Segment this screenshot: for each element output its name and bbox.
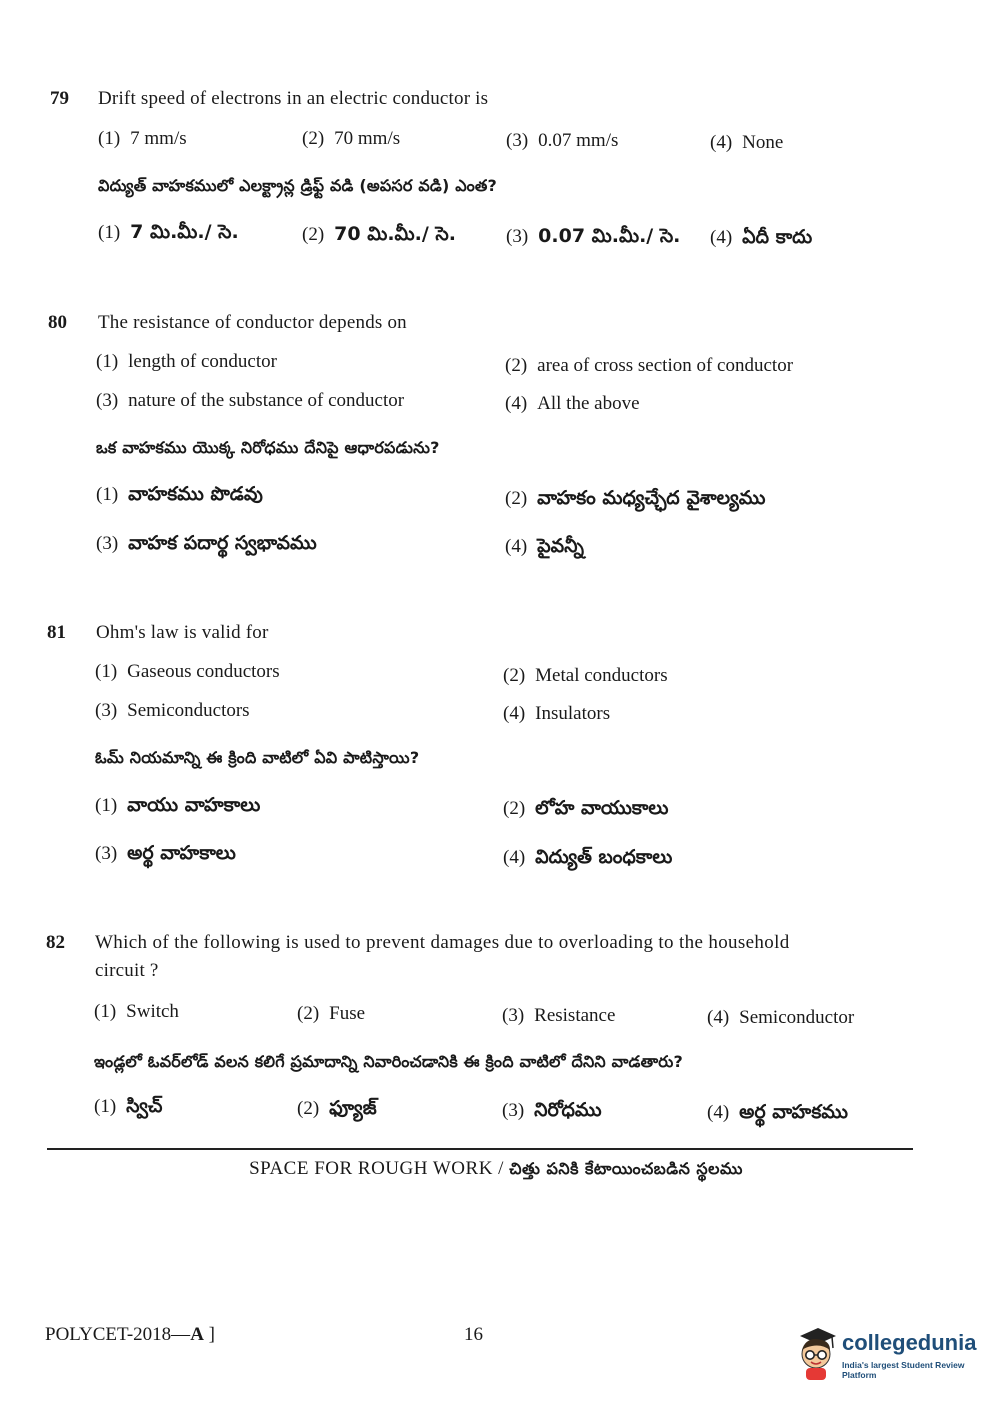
page-number: 16 xyxy=(464,1324,483,1345)
option-3: (3) Semiconductors xyxy=(95,700,250,721)
option-3: (3) nature of the substance of conductor xyxy=(96,390,405,411)
question-text-line-2: circuit ? xyxy=(95,960,159,981)
option-3-telugu: (3) 0.07 మి.మీ./ సె. xyxy=(506,225,681,247)
option-3-telugu: (3) నిరోధము xyxy=(502,1099,602,1121)
option-2: (2) area of cross section of conductor xyxy=(505,355,794,376)
option-4: (4) Insulators xyxy=(503,703,611,724)
option-4-telugu: (4) అర్థ వాహకము xyxy=(707,1101,848,1123)
question-number: 82 xyxy=(46,932,65,953)
question-text-telugu: ఓమ్ నియమాన్ని ఈ క్రింది వాటిలో ఏవి పాటిస్తాయి? xyxy=(95,748,420,767)
option-2-telugu: (2) వాహకం మధ్యచ్ఛేద వైశాల్యము xyxy=(505,487,766,509)
option-3-telugu: (3) వాహక పదార్థ స్వభావము xyxy=(96,532,317,554)
option-4-telugu: (4) ఏదీ కాదు xyxy=(710,226,813,248)
question-text-telugu: విద్యుత్ వాహకములో ఎలక్ట్రాన్ల డ్రిఫ్ట్ వడి (అపసర వడి) ఎంత? xyxy=(98,176,498,195)
option-4-telugu: (4) పైవన్నీ xyxy=(505,535,584,557)
option-4: (4) All the above xyxy=(505,393,640,414)
divider-rule xyxy=(47,1148,913,1150)
option-1: (1) Gaseous conductors xyxy=(95,661,280,682)
option-2-telugu: (2) 70 మి.మీ./ సె. xyxy=(302,223,456,245)
option-1-telugu: (1) 7 మి.మీ./ సె. xyxy=(98,221,239,243)
option-4-telugu: (4) విద్యుత్ బంధకాలు xyxy=(503,846,673,868)
option-2-telugu: (2) ఫ్యూజ్ xyxy=(297,1097,377,1119)
option-2: (2) Fuse xyxy=(297,1003,366,1024)
option-1-telugu: (1) వాహకము పొడవు xyxy=(96,483,263,505)
option-1: (1) length of conductor xyxy=(96,351,277,372)
exam-code: POLYCET-2018—A ] xyxy=(45,1324,215,1345)
rough-work-telugu: చిత్తు పనికి కేటాయించబడిన స్థలము xyxy=(509,1159,743,1178)
rough-work-heading xyxy=(0,1158,992,1182)
question-text-telugu: ఇండ్లలో ఓవర్‌లోడ్ వలన కలిగే ప్రమాదాన్ని నివారించడానికి ఈ క్రింది వాటిలో దేనిని వాడతారు? xyxy=(94,1052,683,1071)
option-4: (4) Semiconductor xyxy=(707,1007,855,1028)
option-1-telugu: (1) వాయు వాహకాలు xyxy=(95,794,261,816)
rough-work-english: SPACE FOR ROUGH WORK / xyxy=(249,1158,504,1179)
option-2: (2) 70 mm/s xyxy=(302,128,401,149)
option-3-telugu: (3) అర్థ వాహకాలు xyxy=(95,842,236,864)
option-3: (3) 0.07 mm/s xyxy=(506,130,619,151)
option-2-telugu: (2) లోహ వాయుకాలు xyxy=(503,797,669,819)
question-text: The resistance of conductor depends on xyxy=(98,312,407,333)
question-text: Drift speed of electrons in an electric conductor is xyxy=(98,88,489,109)
question-text: Ohm's law is valid for xyxy=(96,622,269,643)
question-text-telugu: ఒక వాహకము యొక్క నిరోధము దేనిపై ఆధారపడును? xyxy=(96,438,440,457)
option-1: (1) Switch xyxy=(94,1001,179,1022)
question-number: 80 xyxy=(48,312,67,333)
option-2: (2) Metal conductors xyxy=(503,665,668,686)
brand-tagline: India's largest Student Review Platform xyxy=(842,1360,965,1380)
question-number: 79 xyxy=(50,88,69,109)
option-1-telugu: (1) స్విచ్ xyxy=(94,1095,163,1117)
brand-name: collegedunia xyxy=(842,1330,977,1355)
option-3: (3) Resistance xyxy=(502,1005,616,1026)
question-number: 81 xyxy=(47,622,66,643)
collegedunia-watermark xyxy=(792,1322,982,1382)
option-1: (1) 7 mm/s xyxy=(98,128,187,149)
question-text-line-1: Which of the following is used to prevent damages due to overloading to the household xyxy=(95,932,790,953)
option-4: (4) None xyxy=(710,132,784,153)
student-mascot-icon xyxy=(792,1322,838,1382)
